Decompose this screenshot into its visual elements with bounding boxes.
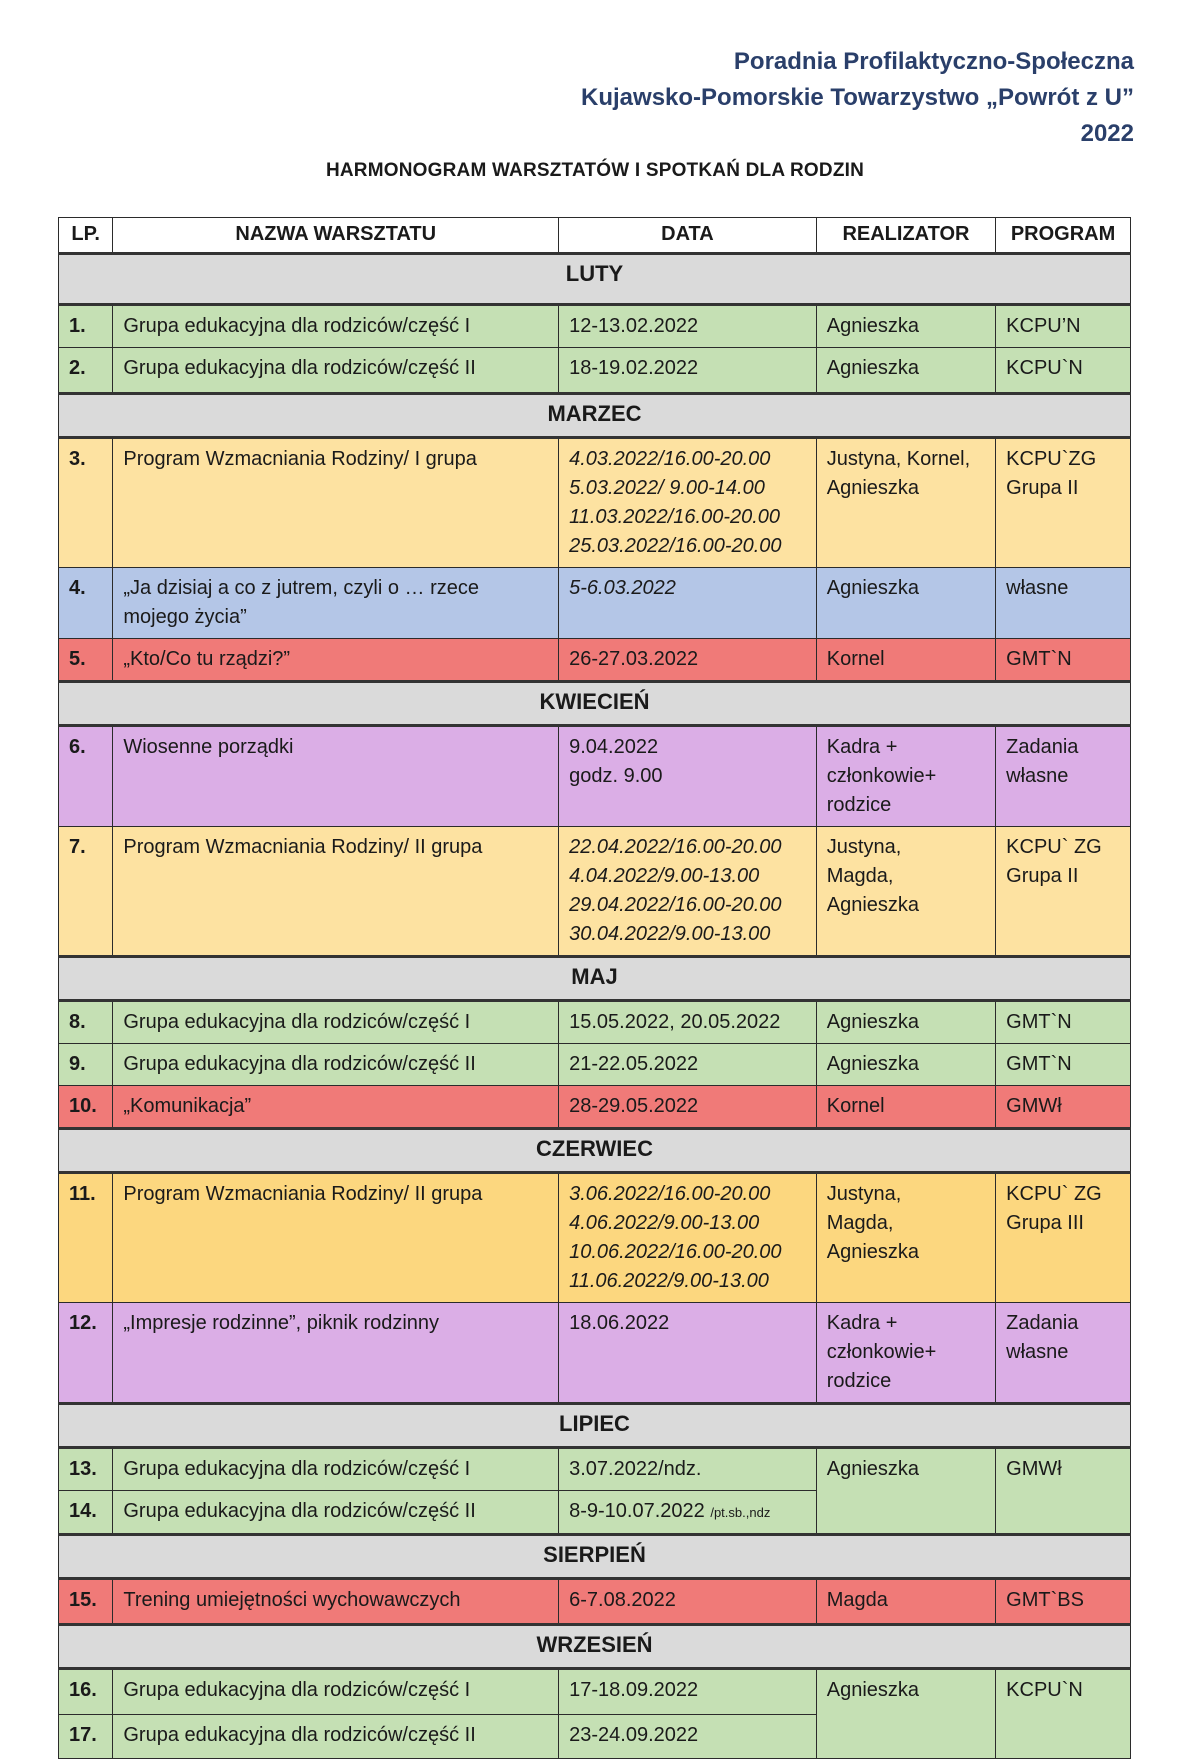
table-row (59, 1669, 1131, 1715)
row-date: 26-27.03.2022 (559, 639, 817, 682)
month-row (59, 254, 1131, 305)
month-row (59, 1625, 1131, 1669)
row-program: własne (996, 568, 1131, 639)
row-name: Grupa edukacyjna dla rodziców/część II (113, 1491, 559, 1535)
month-row (59, 957, 1131, 1001)
organization-header (581, 44, 1134, 152)
month-row (59, 394, 1131, 438)
row-lp: 3. (59, 438, 113, 568)
row-program: GMT`N (996, 639, 1131, 682)
row-lp: 11. (59, 1173, 113, 1303)
month-label: KWIECIEŃ (59, 682, 1131, 726)
row-lp: 14. (59, 1491, 113, 1535)
row-program: KCPU` ZG Grupa III (996, 1173, 1131, 1303)
month-label: WRZESIEŃ (59, 1625, 1131, 1669)
row-lp: 10. (59, 1086, 113, 1129)
table-row (59, 305, 1131, 348)
row-lp: 4. (59, 568, 113, 639)
month-label: MARZEC (59, 394, 1131, 438)
month-row (59, 1404, 1131, 1448)
table-row (59, 1448, 1131, 1491)
row-realizator: Kornel (816, 1086, 995, 1129)
row-realizator: Agnieszka (816, 305, 995, 348)
row-date-cell (559, 1491, 817, 1535)
table-row (59, 348, 1131, 394)
row-realizator: Kornel (816, 639, 995, 682)
row-realizator: Agnieszka (816, 568, 995, 639)
row-realizator: Agnieszka (816, 1001, 995, 1044)
table-row (59, 438, 1131, 568)
row-realizator: Agnieszka (816, 1044, 995, 1086)
row-lp: 9. (59, 1044, 113, 1086)
row-name: Grupa edukacyjna dla rodziców/część I (113, 305, 559, 348)
table-row (59, 568, 1131, 639)
row-name: „Kto/Co tu rządzi?” (113, 639, 559, 682)
row-program: KCPU’N (996, 305, 1131, 348)
col-program: PROGRAM (996, 218, 1131, 254)
row-lp: 16. (59, 1669, 113, 1715)
col-realizator: REALIZATOR (816, 218, 995, 254)
row-realizator: Agnieszka (816, 348, 995, 394)
document-title: HARMONOGRAM WARSZTATÓW I SPOTKAŃ DLA RODZIN (325, 160, 865, 181)
row-program: GMT`BS (996, 1579, 1131, 1625)
table-row (59, 1044, 1131, 1086)
row-lp: 13. (59, 1448, 113, 1491)
row-date: 17-18.09.2022 (559, 1669, 817, 1715)
row-date: 9.04.2022 godz. 9.00 (559, 726, 817, 827)
row-realizator: Agnieszka (816, 1448, 995, 1535)
row-date: 8-9-10.07.2022 (569, 1500, 705, 1522)
table-row (59, 1001, 1131, 1044)
row-name: Grupa edukacyjna dla rodziców/część II (113, 1715, 559, 1759)
org-society: Kujawsko-Pomorskie Towarzystwo „Powrót z U” (581, 84, 1134, 111)
col-date: DATA (559, 218, 817, 254)
row-lp: 17. (59, 1715, 113, 1759)
col-name: NAZWA WARSZTATU (113, 218, 559, 254)
month-row (59, 1535, 1131, 1579)
row-realizator: Magda (816, 1579, 995, 1625)
row-date: 28-29.05.2022 (559, 1086, 817, 1129)
row-lp: 7. (59, 827, 113, 957)
row-program: GMT`N (996, 1044, 1131, 1086)
row-name: „Komunikacja” (113, 1086, 559, 1129)
row-program: Zadania własne (996, 726, 1131, 827)
row-program: GMWł (996, 1448, 1131, 1535)
table-row (59, 726, 1131, 827)
row-name: Grupa edukacyjna dla rodziców/część II (113, 348, 559, 394)
row-date: 3.07.2022/ndz. (559, 1448, 817, 1491)
row-name: Program Wzmacniania Rodziny/ II grupa (113, 827, 559, 957)
schedule-table (58, 217, 1131, 1759)
table-header-row (59, 218, 1131, 254)
row-realizator: Agnieszka (816, 1669, 995, 1759)
row-name: Trening umiejętności wychowawczych (113, 1579, 559, 1625)
month-label: LIPIEC (59, 1404, 1131, 1448)
row-name: Grupa edukacyjna dla rodziców/część I (113, 1669, 559, 1715)
row-program: Zadania własne (996, 1303, 1131, 1404)
month-label: CZERWIEC (59, 1129, 1131, 1173)
row-name: Grupa edukacyjna dla rodziców/część II (113, 1044, 559, 1086)
row-date: 21-22.05.2022 (559, 1044, 817, 1086)
row-date: 6-7.08.2022 (559, 1579, 817, 1625)
month-label: LUTY (59, 254, 1131, 305)
row-date: 15.05.2022, 20.05.2022 (559, 1001, 817, 1044)
row-realizator: Justyna, Magda, Agnieszka (816, 1173, 995, 1303)
row-date: 18.06.2022 (559, 1303, 817, 1404)
row-name: Grupa edukacyjna dla rodziców/część I (113, 1448, 559, 1491)
row-program: KCPU` ZG Grupa II (996, 827, 1131, 957)
row-date: 23-24.09.2022 (559, 1715, 817, 1759)
row-lp: 8. (59, 1001, 113, 1044)
row-date: 5-6.03.2022 (559, 568, 817, 639)
row-name: „Ja dzisiaj a co z jutrem, czyli o … rzece mojego życia” (113, 568, 559, 639)
row-lp: 5. (59, 639, 113, 682)
row-lp: 2. (59, 348, 113, 394)
row-realizator: Kadra + członkowie+ rodzice (816, 726, 995, 827)
row-date: 12-13.02.2022 (559, 305, 817, 348)
row-realizator: Justyna, Kornel, Agnieszka (816, 438, 995, 568)
row-realizator: Kadra + członkowie+ rodzice (816, 1303, 995, 1404)
table-row (59, 1086, 1131, 1129)
row-name: Grupa edukacyjna dla rodziców/część I (113, 1001, 559, 1044)
row-lp: 1. (59, 305, 113, 348)
row-date: 22.04.2022/16.00-20.00 4.04.2022/9.00-13.00 29.04.2022/16.00-20.00 30.04.2022/9.00-13.00 (559, 827, 817, 957)
row-program: GMWł (996, 1086, 1131, 1129)
month-row (59, 682, 1131, 726)
row-program: GMT`N (996, 1001, 1131, 1044)
table-row (59, 639, 1131, 682)
row-program: KCPU`N (996, 348, 1131, 394)
row-lp: 15. (59, 1579, 113, 1625)
row-realizator: Justyna, Magda, Agnieszka (816, 827, 995, 957)
row-name: Wiosenne porządki (113, 726, 559, 827)
table-row (59, 1303, 1131, 1404)
org-name: Poradnia Profilaktyczno-Społeczna (733, 48, 1134, 75)
table-row (59, 827, 1131, 957)
row-date: 3.06.2022/16.00-20.00 4.06.2022/9.00-13.00 10.06.2022/16.00-20.00 11.06.2022/9.00-13.00 (559, 1173, 817, 1303)
row-lp: 12. (59, 1303, 113, 1404)
row-name: Program Wzmacniania Rodziny/ I grupa (113, 438, 559, 568)
row-lp: 6. (59, 726, 113, 827)
row-date-note: /pt.sb.,ndz (710, 1505, 771, 1520)
year: 2022 (1080, 120, 1134, 147)
month-label: MAJ (59, 957, 1131, 1001)
month-label: SIERPIEŃ (59, 1535, 1131, 1579)
row-program: KCPU`N (996, 1669, 1131, 1759)
row-date: 18-19.02.2022 (559, 348, 817, 394)
row-name: Program Wzmacniania Rodziny/ II grupa (113, 1173, 559, 1303)
month-row (59, 1129, 1131, 1173)
row-program: KCPU`ZG Grupa II (996, 438, 1131, 568)
row-name: „Impresje rodzinne”, piknik rodzinny (113, 1303, 559, 1404)
table-row (59, 1173, 1131, 1303)
row-date: 4.03.2022/16.00-20.00 5.03.2022/ 9.00-14.00 11.03.2022/16.00-20.00 25.03.2022/16.00-20.00 (559, 438, 817, 568)
table-row (59, 1579, 1131, 1625)
col-lp: LP. (59, 218, 113, 254)
